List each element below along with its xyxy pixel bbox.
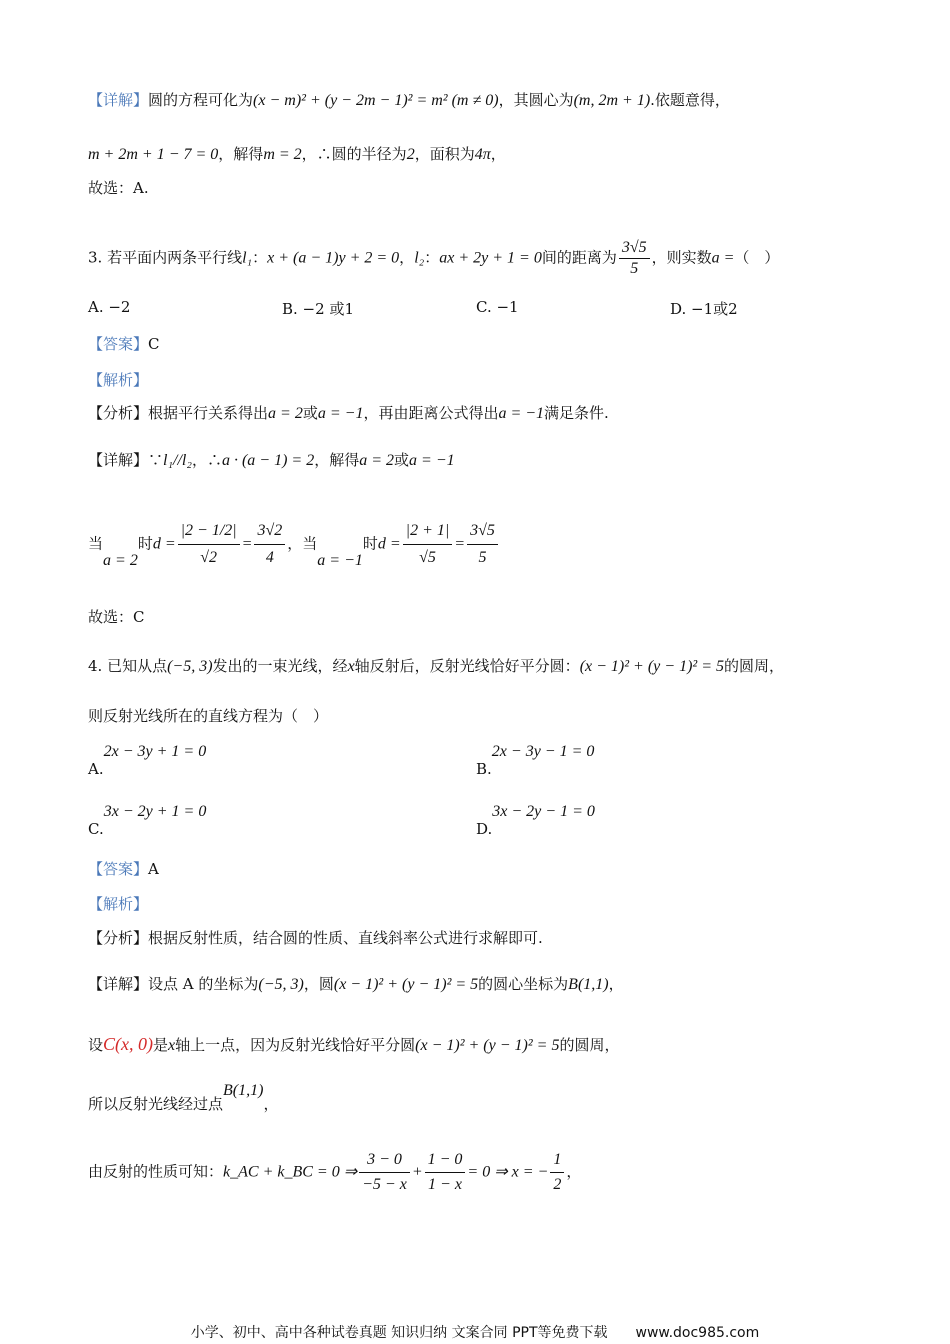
numerator: 3 − 0: [359, 1148, 410, 1173]
text: 时: [362, 534, 378, 553]
text: ，其圆心为: [498, 91, 574, 109]
parallel-relation: l₁//l₂: [163, 452, 192, 469]
text: 4. 已知从点: [88, 657, 168, 675]
equation-l1: x + (a − 1)y + 2 = 0: [267, 249, 400, 267]
distance-fraction-1: [178, 518, 240, 571]
q4-analysis-tag: [88, 894, 148, 914]
analyze-tag: 【分析】: [88, 404, 149, 422]
option-equation: 2x − 3y − 1 = 0: [491, 743, 595, 760]
text: 时: [137, 534, 153, 553]
line-l1: l₁: [242, 249, 253, 267]
q4-detail-line2: [88, 1034, 619, 1056]
text: 的圆心坐标为: [478, 975, 569, 993]
text: ，面积为: [414, 145, 475, 163]
equals: =: [241, 535, 253, 553]
result-fraction-2: [467, 518, 498, 571]
plus: +: [411, 1163, 423, 1181]
text: ，再由距离公式得出: [363, 404, 499, 422]
option-label: D.: [476, 820, 493, 838]
slope-equation: k_AC + k_BC = 0 ⇒: [223, 1163, 358, 1181]
result-fraction-1: [254, 518, 285, 571]
text: 设: [88, 1036, 104, 1054]
q4-detail-line3: [88, 1082, 279, 1115]
circle-equation: (x − 1)² + (y − 1)² = 5: [415, 1037, 560, 1054]
analyze-tag: 【分析】: [88, 929, 149, 947]
q2-choose: 故选：A.: [88, 179, 149, 197]
line-l2: l₂: [414, 249, 425, 267]
text: ，圆: [303, 975, 334, 993]
text: .依题意得，: [650, 91, 730, 109]
option-equation: 3x − 2y − 1 = 0: [492, 803, 595, 820]
q4-answer: [88, 859, 159, 879]
result: = 0 ⇒ x = −: [467, 1163, 549, 1181]
equation: m + 2m + 1 − 7 = 0: [88, 146, 219, 163]
condition: a = −1: [317, 551, 363, 569]
point-b: B(1,1): [223, 1082, 264, 1099]
detail-tag: 【详解】: [88, 975, 149, 993]
equation: a = −1: [409, 452, 455, 469]
denominator: √5: [419, 549, 436, 566]
distance-fraction: [619, 238, 650, 279]
text: 根据平行关系得出: [148, 404, 269, 422]
numerator: 3√5: [619, 238, 650, 259]
condition: a = 2: [103, 551, 138, 569]
distance-symbol: d =: [152, 535, 176, 553]
q3-option-b: B. −2 或1: [282, 300, 354, 318]
q4-analyze: [88, 928, 543, 948]
q4-option-d: [476, 803, 595, 838]
circle-center: (m, 2m + 1): [573, 92, 651, 109]
answer-tag: 【答案】: [88, 335, 149, 353]
denominator: −5 − x: [362, 1176, 407, 1193]
q4-option-b: [476, 743, 595, 778]
denominator: 4: [265, 549, 274, 566]
fraction-2: [425, 1148, 466, 1197]
text: 满足条件.: [544, 404, 609, 422]
numerator: 3√2: [254, 518, 285, 545]
x-axis-symbol: x: [168, 1037, 176, 1054]
text: 的圆周，: [723, 657, 784, 675]
equation: a · (a − 1) = 2: [221, 452, 315, 469]
text: ，: [263, 1095, 279, 1113]
fraction-3: [550, 1148, 564, 1197]
text: ：: [252, 248, 268, 267]
q4-stem-line1: [88, 656, 784, 677]
text: ，∴: [191, 451, 222, 469]
text: 所以反射光线经过点: [88, 1095, 224, 1113]
text: ，则实数: [651, 248, 712, 267]
variable-a: a =: [711, 249, 735, 267]
detail-tag: 【详解】: [88, 91, 149, 109]
radius: 2: [406, 146, 415, 163]
q3-choose: 故选：C: [88, 608, 145, 626]
equals: =: [454, 535, 466, 553]
answer-tag: 【答案】: [88, 860, 149, 878]
denominator: 2: [553, 1176, 562, 1193]
denominator: √2: [200, 549, 218, 566]
option-label: B.: [476, 760, 492, 778]
area: 4π: [474, 146, 491, 163]
circle-equation: (x − 1)² + (y − 1)² = 5: [333, 976, 479, 993]
q4-detail-line1: [88, 974, 624, 995]
numerator: |2 + 1|: [403, 518, 453, 545]
equation: a = 2: [268, 405, 303, 422]
denominator: 1 − x: [428, 1176, 462, 1193]
circle-equation: (x − 1)² + (y − 1)² = 5: [579, 658, 724, 675]
x-axis-symbol: x: [347, 658, 355, 675]
analysis-tag: 【解析】: [88, 371, 149, 389]
q3-stem: [88, 238, 779, 279]
equation: a = −1: [498, 405, 545, 422]
denominator: 5: [630, 260, 639, 277]
text: 间的距离为: [541, 248, 617, 267]
source-point: (−5, 3): [167, 658, 213, 675]
q2-detail-line1: [88, 90, 730, 111]
q2-detail-line2: [88, 144, 506, 165]
text: ，: [608, 975, 624, 993]
text: 是: [153, 1036, 169, 1054]
numerator: |2 − 1/2|: [178, 518, 240, 545]
q3-analysis-tag: [88, 370, 148, 390]
text: 或: [394, 451, 410, 469]
numerator: 1 − 0: [425, 1148, 466, 1173]
text: 圆的方程可化为: [148, 91, 254, 109]
q3-answer: [88, 334, 160, 354]
text: 3. 若平面内两条平行线: [88, 248, 243, 267]
q4-detail-line4: [88, 1148, 581, 1197]
option-equation: 3x − 2y + 1 = 0: [103, 803, 207, 820]
text: ∵: [148, 451, 164, 469]
q3-analyze: [88, 403, 609, 424]
text: 发出的一束光线，经: [212, 657, 348, 675]
text: ，: [490, 145, 506, 163]
fraction-1: [359, 1148, 410, 1197]
answer-value: A: [148, 860, 159, 878]
detail-tag: 【详解】: [88, 451, 149, 469]
option-label: C.: [88, 820, 104, 838]
q4-option-a: [88, 743, 207, 778]
analysis-tag: 【解析】: [88, 895, 149, 913]
text: ：: [424, 248, 440, 267]
numerator: 1: [550, 1148, 564, 1173]
distance-symbol: d =: [377, 535, 401, 553]
text: 轴上一点，因为反射光线恰好平分圆: [175, 1036, 416, 1054]
text: ，: [399, 248, 415, 267]
q3-detail: [88, 450, 455, 471]
equation-l2: ax + 2y + 1 = 0: [439, 249, 542, 267]
q3-option-c: C. −1: [476, 298, 519, 316]
page-footer: 小学、初中、高中各种试卷真题 知识归纳 文案合同 PPT等免费下载 www.doc985.com: [190, 1325, 760, 1341]
text: 轴反射后，反射光线恰好平分圆：: [354, 657, 580, 675]
text: ，当: [287, 534, 318, 553]
equation: a = −1: [317, 405, 364, 422]
point-c: C(x, 0): [103, 1034, 153, 1054]
equation: m = 2: [263, 146, 302, 163]
denominator: 5: [478, 549, 487, 566]
text: ，∴圆的半径为: [301, 145, 407, 163]
q4-stem-line2: 则反射光线所在的直线方程为（ ）: [88, 707, 329, 725]
q3-option-d: D. −1或2: [670, 300, 738, 318]
option-label: A.: [88, 760, 104, 778]
text: 设点 A 的坐标为: [148, 975, 259, 993]
text: 根据反射性质，结合圆的性质、直线斜率公式进行求解即可.: [148, 929, 543, 947]
q3-distance-line: [88, 518, 500, 571]
text: 的圆周，: [559, 1036, 620, 1054]
circle-center: B(1,1): [568, 976, 609, 993]
text: 由反射的性质可知：: [88, 1162, 224, 1181]
distance-fraction-2: [403, 518, 453, 571]
text: （ ）: [734, 248, 780, 267]
answer-value: C: [148, 335, 160, 353]
numerator: 3√5: [467, 518, 498, 545]
text: 或: [302, 404, 318, 422]
text: 当: [88, 534, 104, 553]
text: ，解得: [314, 451, 360, 469]
text: ，解得: [218, 145, 264, 163]
point-a: (−5, 3): [258, 976, 304, 993]
q4-option-c: [88, 803, 207, 838]
text: ，: [566, 1162, 582, 1181]
circle-equation: (x − m)² + (y − 2m − 1)² = m² (m ≠ 0): [253, 92, 499, 109]
equation: a = 2: [359, 452, 395, 469]
q3-option-a: A. −2: [88, 298, 131, 316]
option-equation: 2x − 3y + 1 = 0: [103, 743, 207, 760]
